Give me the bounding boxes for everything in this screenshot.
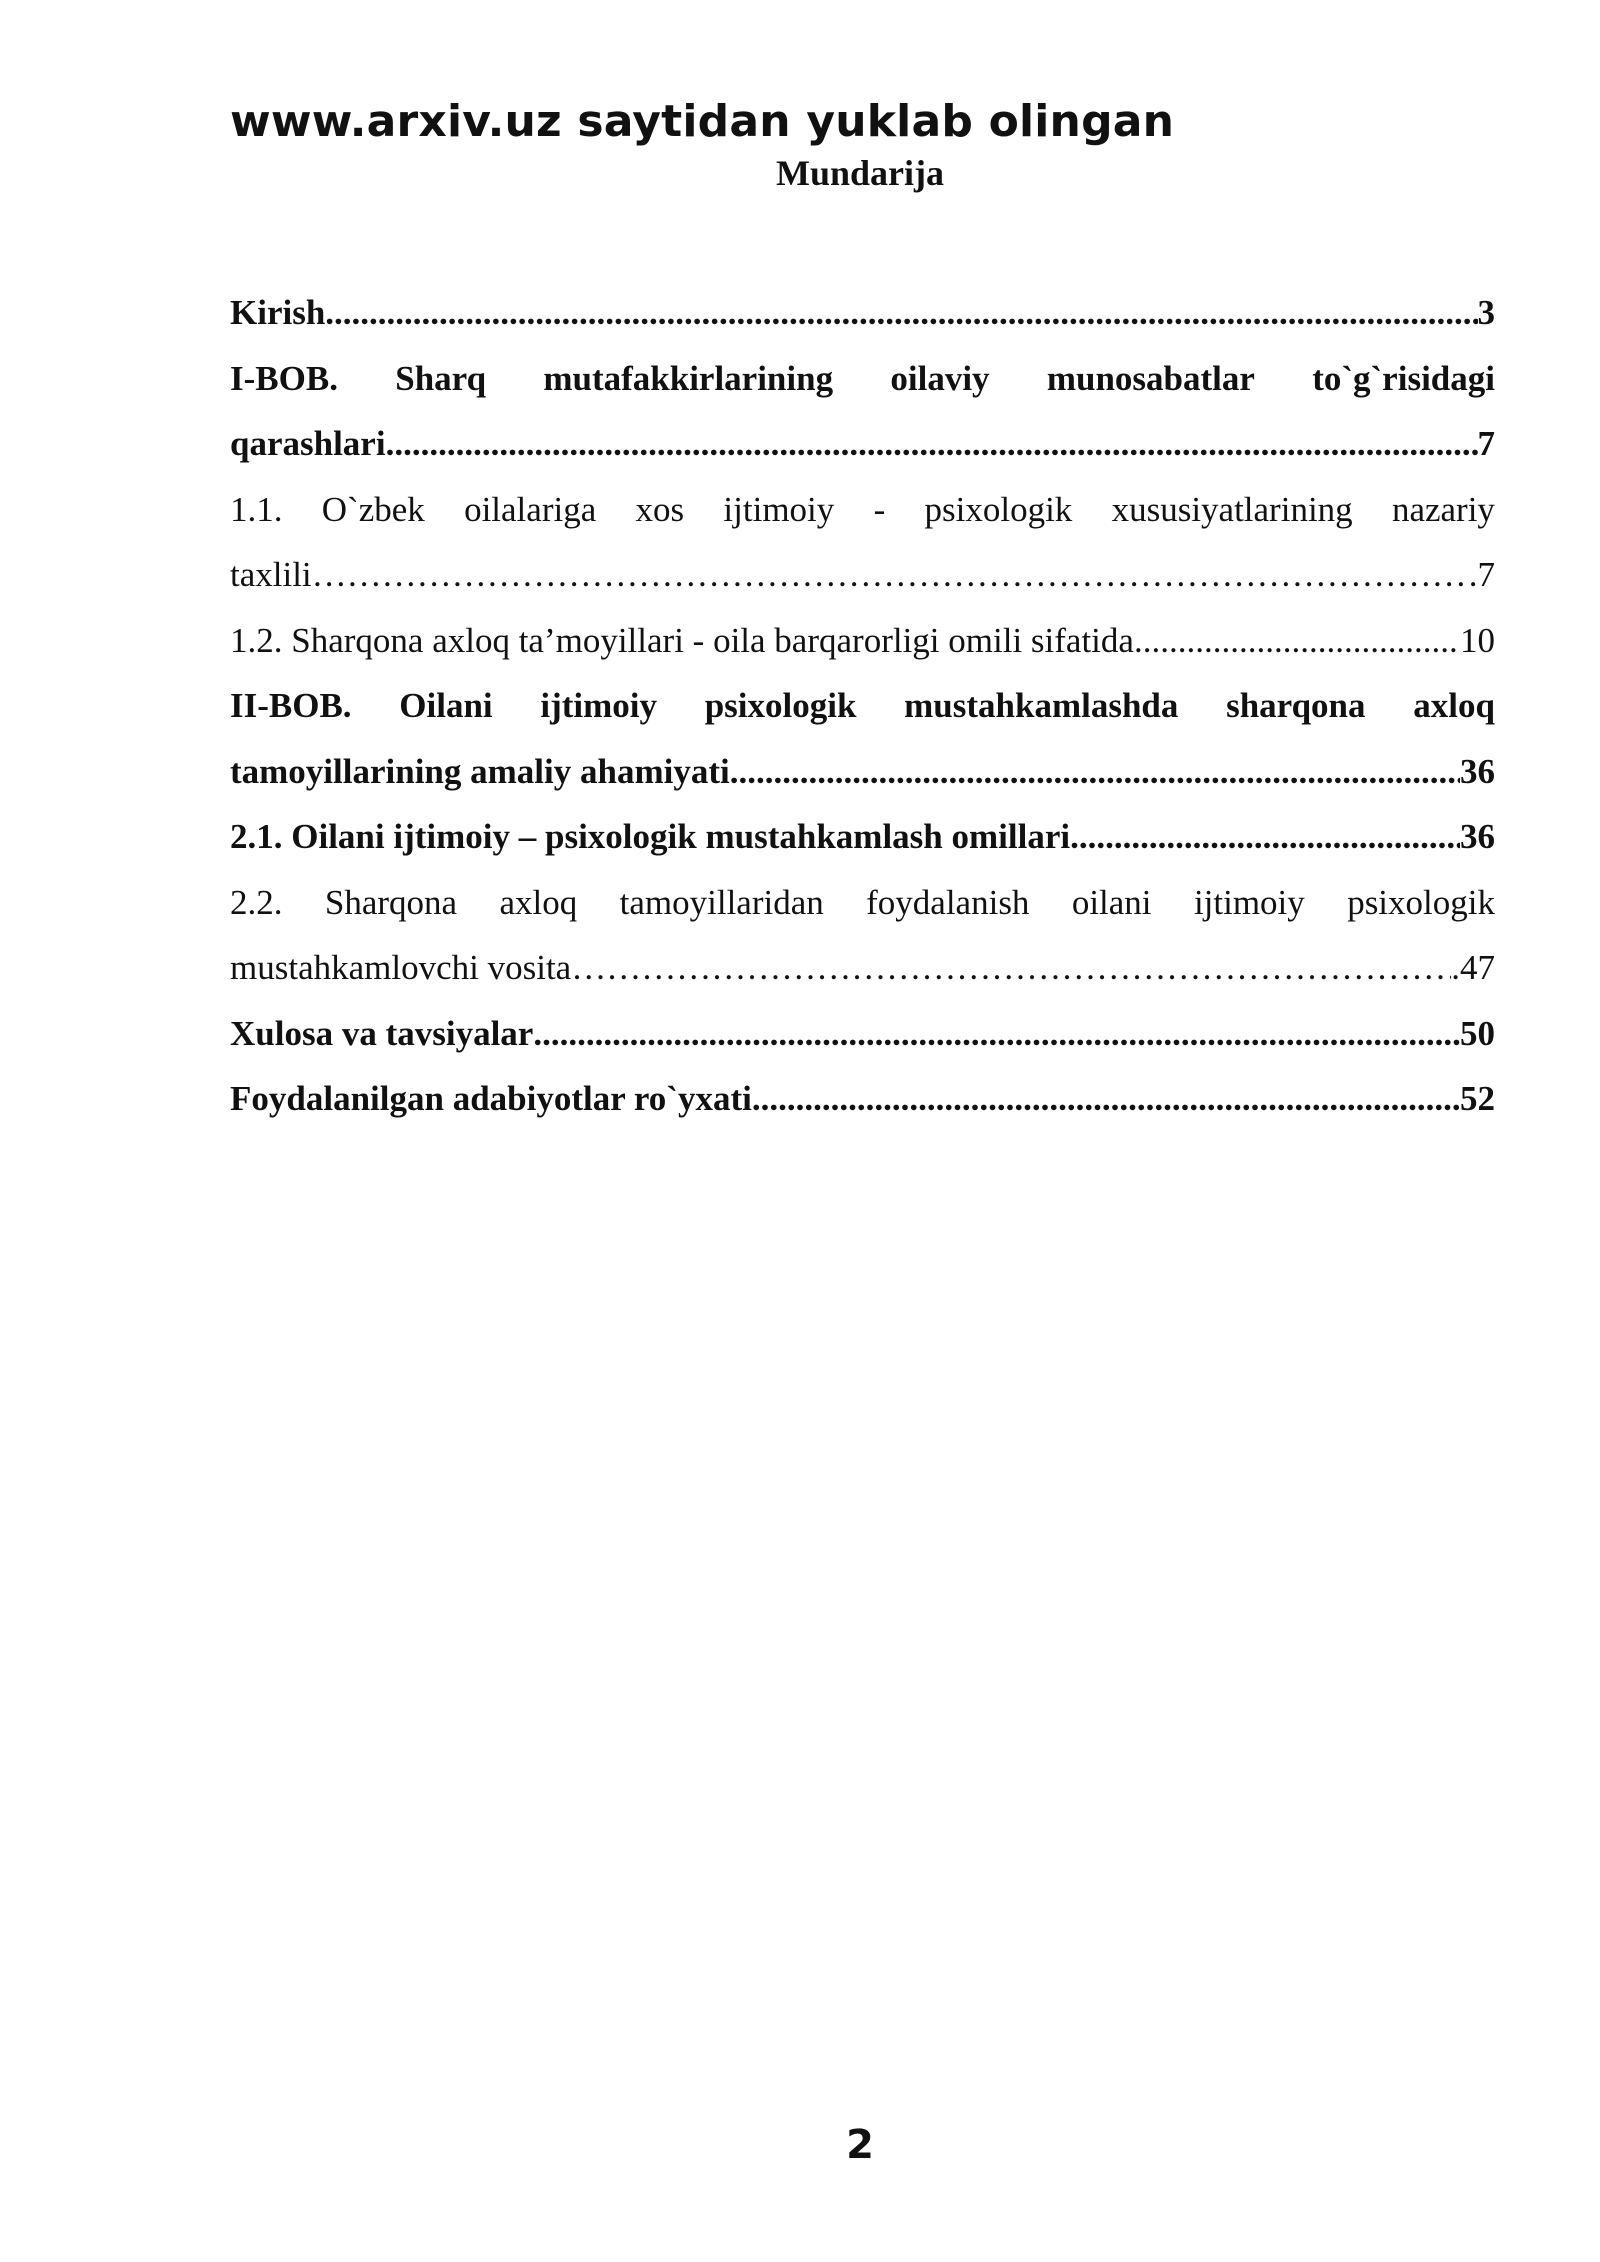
toc-entry-kirish [230, 280, 1495, 346]
toc-word: psixologik [704, 686, 857, 725]
toc-entry-label: Kirish [230, 293, 326, 332]
toc-entry-xulosa [230, 1001, 1495, 1067]
dot-leader [1134, 608, 1460, 674]
toc-page-number: 36 [1460, 817, 1495, 856]
toc-entry-bob2-continued [230, 739, 1495, 805]
toc-page-number: 10 [1460, 620, 1495, 660]
toc-page-number: .47 [1451, 948, 1495, 987]
toc-word: munosabatlar [1046, 358, 1255, 398]
toc-word: nazariy [1391, 489, 1495, 529]
toc-word: II-BOB. [230, 686, 352, 725]
dot-leader [752, 1066, 1460, 1132]
dot-leader [325, 280, 1477, 346]
toc-word: mustahkamlashda [904, 686, 1179, 725]
toc-word: ijtimoiy [723, 489, 835, 529]
toc-page-number: 36 [1460, 751, 1495, 791]
toc-entry-2-2 [230, 870, 1495, 936]
dot-leader [571, 935, 1451, 1001]
toc-word: oilaviy [890, 358, 990, 398]
toc-word: 1.1. [230, 489, 283, 529]
dot-leader [312, 542, 1469, 608]
toc-entry-2-2-continued [230, 935, 1495, 1001]
toc-entry-label: mustahkamlovchi vosita [230, 948, 572, 987]
toc-word: mutafakkirlarining [543, 358, 834, 398]
toc-page-number: 7 [1477, 424, 1495, 463]
toc-entry-1-1 [230, 477, 1495, 543]
toc-entry-1-1-continued [230, 542, 1495, 608]
toc-word: ijtimoiy [540, 686, 657, 725]
toc-word: sharqona [1226, 686, 1366, 725]
toc-entry-2-1 [230, 804, 1495, 870]
toc-entry-label: Foydalanilgan adabiyotlar ro`yxati [230, 1079, 752, 1118]
toc-page-number: 52 [1460, 1079, 1495, 1118]
toc-entry-bob2 [230, 673, 1495, 739]
toc-word: to`g`risidagi [1312, 358, 1495, 398]
toc-word: psixologik [1347, 882, 1495, 922]
toc-word: psixologik [924, 489, 1073, 529]
toc-title: Mundarija [775, 153, 944, 193]
toc-entry-1-2 [230, 608, 1495, 674]
toc-word: oilalariga [464, 489, 597, 529]
toc-page-number: .7 [1468, 555, 1495, 594]
toc-word: - [873, 489, 886, 529]
toc-word: foydalanish [866, 882, 1030, 922]
table-of-contents [230, 280, 1495, 1132]
toc-page-number: 3 [1477, 293, 1495, 332]
dot-leader [1070, 804, 1460, 870]
dot-leader [533, 1001, 1460, 1067]
toc-entry-label: Xulosa va tavsiyalar [230, 1013, 534, 1053]
page-number: 2 [846, 2122, 874, 2168]
toc-entry-label: 1.2. Sharqona axloq ta’moyillari - oila barqarorligi omili sifatida [230, 620, 1134, 660]
toc-entry-label: qarashlari [230, 424, 386, 463]
dot-leader [730, 739, 1460, 805]
watermark-text: www.arxiv.uz saytidan yuklab olingan [230, 96, 1175, 147]
toc-word: ijtimoiy [1193, 882, 1305, 922]
toc-word: Sharqona [324, 882, 458, 922]
toc-entry-label: 2.1. Oilani ijtimoiy – psixologik mustahkamlash omillari [230, 817, 1071, 856]
toc-word: xos [635, 489, 685, 529]
dot-leader [386, 411, 1478, 477]
toc-entry-adabiyotlar [230, 1066, 1495, 1132]
toc-entry-label: taxlili [230, 555, 312, 594]
toc-word: Oilani [399, 686, 493, 725]
toc-word: xususiyatlarining [1111, 489, 1353, 529]
toc-word: oilani [1071, 882, 1152, 922]
toc-entry-label: tamoyillarining amaliy ahamiyati [230, 751, 730, 791]
toc-word: I-BOB. [230, 358, 338, 398]
toc-word: tamoyillaridan [619, 882, 824, 922]
toc-word: O`zbek [321, 489, 425, 529]
toc-word: Sharq [395, 358, 487, 398]
toc-word: axloq [499, 882, 578, 922]
toc-page-number: 50 [1460, 1013, 1495, 1053]
toc-word: axloq [1413, 686, 1495, 725]
toc-word: 2.2. [230, 882, 283, 922]
toc-entry-bob1 [230, 346, 1495, 412]
toc-entry-bob1-continued [230, 411, 1495, 477]
